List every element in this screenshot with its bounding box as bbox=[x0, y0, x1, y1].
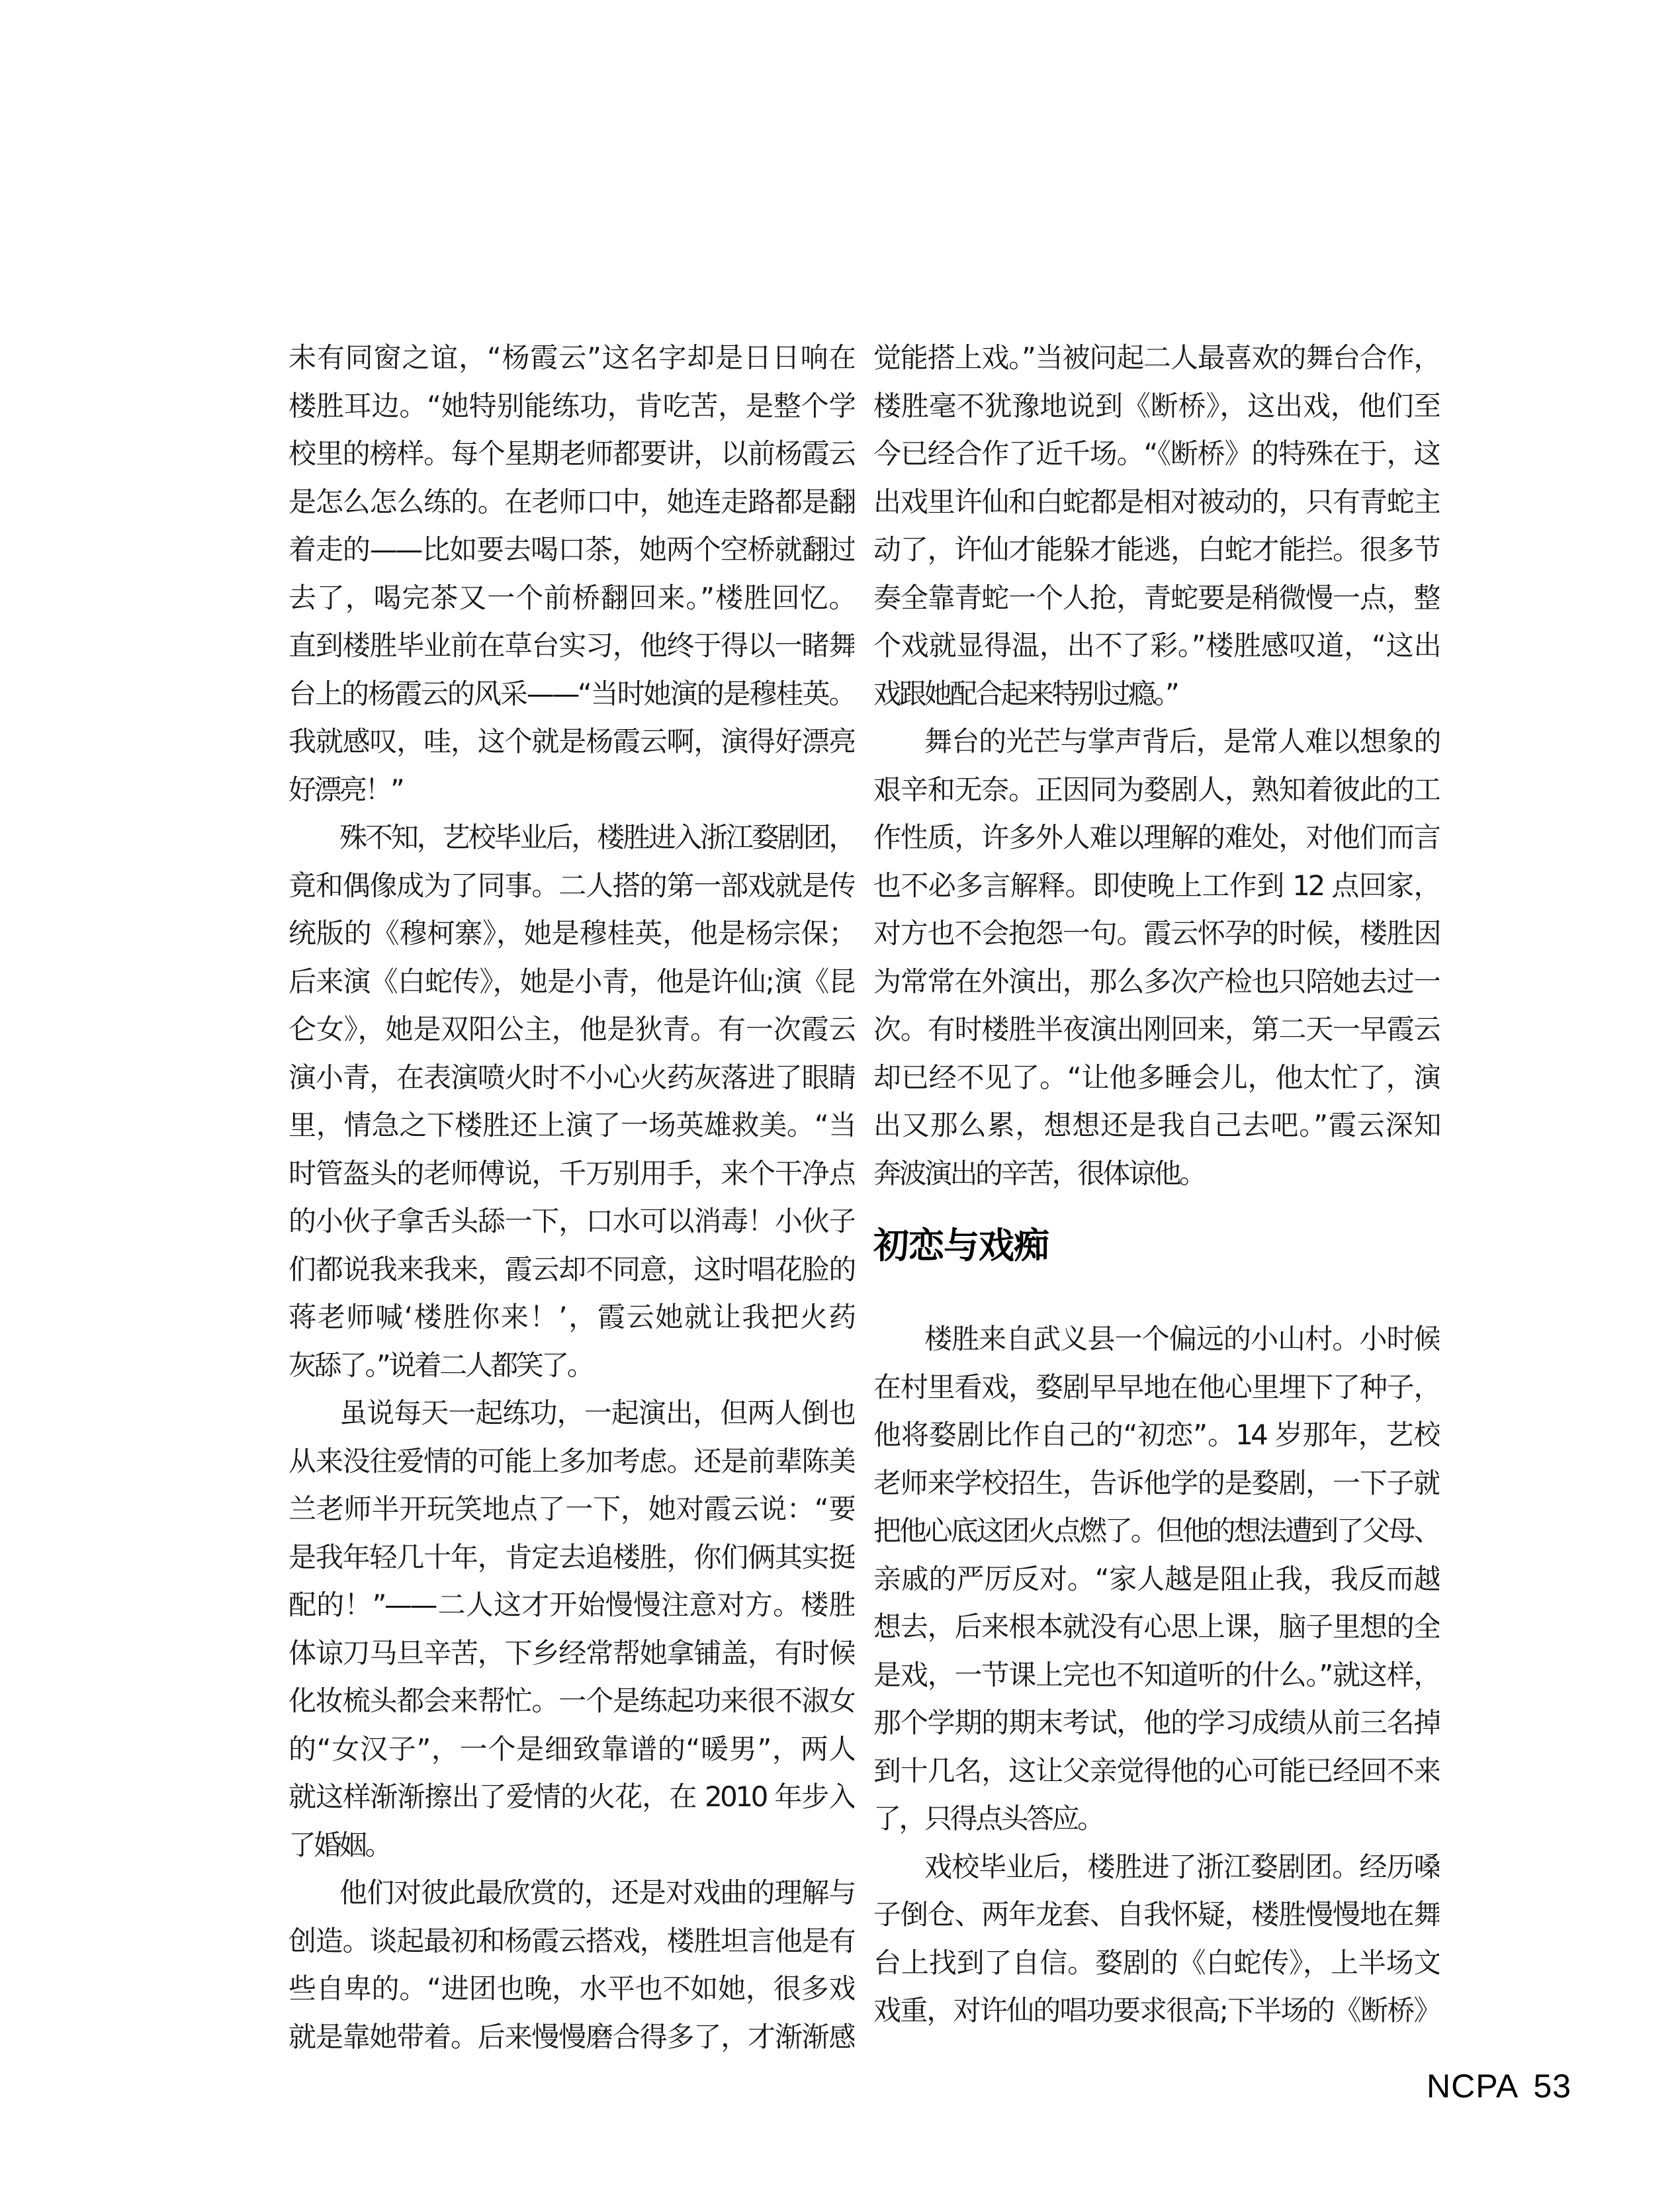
text-line: 殊不知，艺校毕业后，楼胜进入浙江婺剧团， bbox=[339, 821, 854, 853]
text-line: 今已经合作了近千场。“《断桥》的特殊在于，这 bbox=[873, 437, 1439, 470]
text-line: 他们对彼此最欣赏的，还是对戏曲的理解与 bbox=[339, 1876, 854, 1909]
text-line: 艰辛和无奈。正因同为婺剧人，熟知着彼此的工 bbox=[873, 773, 1439, 806]
text-line: 了婚姻。 bbox=[288, 1828, 391, 1861]
text-line: 动了，许仙才能躲才能逃，白蛇才能拦。很多节 bbox=[873, 533, 1439, 566]
text-line: 子倒仓、两年龙套、自我怀疑，楼胜慢慢地在舞 bbox=[873, 1898, 1439, 1931]
text-line: 也不必多言解释。即使晚上工作到 12 点回家， bbox=[873, 869, 1439, 902]
text-line: 校里的榜样。每个星期老师都要讲，以前杨霞云 bbox=[288, 437, 854, 470]
text-line: 就是靠她带着。后来慢慢磨合得多了，才渐渐感 bbox=[288, 2020, 854, 2053]
text-line: 了，只得点头答应。 bbox=[873, 1802, 1103, 1835]
text-line: 那个学期的期末考试，他的学习成绩从前三名掉 bbox=[873, 1706, 1439, 1739]
text-line: 次。有时楼胜半夜演出刚回来，第二天一早霞云 bbox=[873, 1013, 1439, 1045]
text-line: 是我年轻几十年，肯定去追楼胜，你们俩其实挺 bbox=[288, 1540, 854, 1573]
text-line: 体谅刀马旦辛苦，下乡经常帮她拿铺盖，有时候 bbox=[288, 1636, 854, 1669]
text-line: 出又那么累，想想还是我自己去吧。”霞云深知 bbox=[873, 1109, 1439, 1141]
right-text-column bbox=[873, 334, 1439, 2035]
text-line: 戏校毕业后，楼胜进了浙江婺剧团。经历嗓 bbox=[924, 1850, 1439, 1883]
text-line: 未有同窗之谊，“杨霞云”这名字却是日日响在 bbox=[288, 341, 854, 374]
text-line: 出戏里许仙和白蛇都是相对被动的，只有青蛇主 bbox=[873, 485, 1439, 518]
text-line: 化妆梳头都会来帮忙。一个是练起功来很不淑女 bbox=[288, 1685, 854, 1717]
text-line: 楼胜来自武义县一个偏远的小山村。小时候 bbox=[924, 1323, 1439, 1355]
text-line: 灰舔了。”说着二人都笑了。 bbox=[288, 1348, 593, 1381]
text-line: 个戏就显得温，出不了彩。”楼胜感叹道，“这出 bbox=[873, 629, 1439, 662]
page-number: NCPA 53 bbox=[1427, 2068, 1571, 2105]
text-line: 舞台的光芒与掌声背后，是常人难以想象的 bbox=[924, 725, 1439, 758]
text-line: 想去，后来根本就没有心思上课，脑子里想的全 bbox=[873, 1610, 1439, 1643]
text-line: 台上找到了自信。婺剧的《白蛇传》，上半场文 bbox=[873, 1946, 1439, 1979]
text-line: 觉能搭上戏。”当被问起二人最喜欢的舞台合作， bbox=[873, 341, 1439, 374]
text-line: 兰老师半开玩笑地点了一下，她对霞云说：“要 bbox=[288, 1493, 854, 1525]
text-line: 着走的——比如要去喝口茶，她两个空桥就翻过 bbox=[288, 533, 854, 566]
text-line: 台上的杨霞云的风采——“当时她演的是穆桂英。 bbox=[288, 677, 854, 710]
text-line: 竟和偶像成为了同事。二人搭的第一部戏就是传 bbox=[288, 869, 854, 902]
text-line: 作性质，许多外人难以理解的难处，对他们而言 bbox=[873, 821, 1439, 853]
text-line: 配的！”——二人这才开始慢慢注意对方。楼胜 bbox=[288, 1589, 854, 1621]
text-line: 是戏，一节课上完也不知道听的什么。”就这样， bbox=[873, 1658, 1439, 1691]
text-line: 楼胜毫不犹豫地说到《断桥》，这出戏，他们至 bbox=[873, 389, 1439, 422]
text-line: 我就感叹，哇，这个就是杨霞云啊，演得好漂亮 bbox=[288, 725, 854, 758]
text-line: 后来演《白蛇传》，她是小青，他是许仙;演《昆 bbox=[288, 965, 854, 998]
text-line: 在村里看戏，婺剧早早地在他心里埋下了种子， bbox=[873, 1370, 1439, 1403]
text-line: 里，情急之下楼胜还上演了一场英雄救美。“当 bbox=[288, 1109, 854, 1141]
text-line: 到十几名，这让父亲觉得他的心可能已经回不来 bbox=[873, 1754, 1439, 1787]
left-text-column bbox=[288, 334, 854, 2061]
text-line: 统版的《穆柯寨》，她是穆桂英，他是杨宗保； bbox=[288, 917, 854, 949]
text-line: 从来没往爱情的可能上多加考虑。还是前辈陈美 bbox=[288, 1444, 854, 1477]
text-line: 他将婺剧比作自己的“初恋”。14 岁那年，艺校 bbox=[873, 1419, 1439, 1451]
text-line: 的小伙子拿舌头舔一下，口水可以消毒！小伙子 bbox=[288, 1205, 854, 1237]
text-line: 仑女》，她是双阳公主，他是狄青。有一次霞云 bbox=[288, 1013, 854, 1045]
text-line: 戏跟她配合起来特别过瘾。” bbox=[873, 677, 1178, 710]
text-line: 的“女汉子”，一个是细致靠谱的“暖男”，两人 bbox=[288, 1732, 854, 1765]
text-line: 演小青，在表演喷火时不小心火药灰落进了眼睛 bbox=[288, 1061, 854, 1094]
text-line: 亲戚的严厉反对。“家人越是阻止我，我反而越 bbox=[873, 1562, 1439, 1595]
text-line: 楼胜耳边。“她特别能练功，肯吃苦，是整个学 bbox=[288, 389, 854, 422]
text-line: 去了，喝完茶又一个前桥翻回来。”楼胜回忆。 bbox=[288, 581, 854, 614]
text-line: 蒋老师喊‘楼胜你来！’，霞云她就让我把火药 bbox=[288, 1301, 854, 1333]
section-heading: 初恋与戏痴 bbox=[873, 1225, 1049, 1266]
text-line: 对方也不会抱怨一句。霞云怀孕的时候，楼胜因 bbox=[873, 917, 1439, 949]
text-line: 就这样渐渐擦出了爱情的火花，在 2010 年步入 bbox=[288, 1780, 854, 1813]
text-line: 直到楼胜毕业前在草台实习，他终于得以一睹舞 bbox=[288, 629, 854, 662]
text-line: 却已经不见了。“让他多睡会儿，他太忙了，演 bbox=[873, 1061, 1439, 1094]
text-line: 为常常在外演出，那么多次产检也只陪她去过一 bbox=[873, 965, 1439, 998]
text-line: 虽说每天一起练功，一起演出，但两人倒也 bbox=[339, 1397, 854, 1429]
text-line: 戏重，对许仙的唱功要求很高;下半场的《断桥》 bbox=[873, 1994, 1439, 2027]
text-line: 奏全靠青蛇一个人抢，青蛇要是稍微慢一点，整 bbox=[873, 581, 1439, 614]
text-line: 时管盔头的老师傅说，千万别用手，来个干净点 bbox=[288, 1157, 854, 1190]
text-line: 些自卑的。“进团也晚，水平也不如她，很多戏 bbox=[288, 1972, 854, 2005]
text-line: 把他心底这团火点燃了。但他的想法遭到了父母、 bbox=[873, 1514, 1439, 1547]
text-line: 创造。谈起最初和杨霞云搭戏，楼胜坦言他是有 bbox=[288, 1924, 854, 1957]
text-line: 是怎么怎么练的。在老师口中，她连走路都是翻 bbox=[288, 485, 854, 518]
text-line: 老师来学校招生，告诉他学的是婺剧，一下子就 bbox=[873, 1466, 1439, 1499]
text-line: 们都说我来我来，霞云却不同意，这时唱花脸的 bbox=[288, 1252, 854, 1286]
text-line: 好漂亮！” bbox=[288, 773, 403, 806]
text-line: 奔波演出的辛苦，很体谅他。 bbox=[873, 1157, 1205, 1190]
